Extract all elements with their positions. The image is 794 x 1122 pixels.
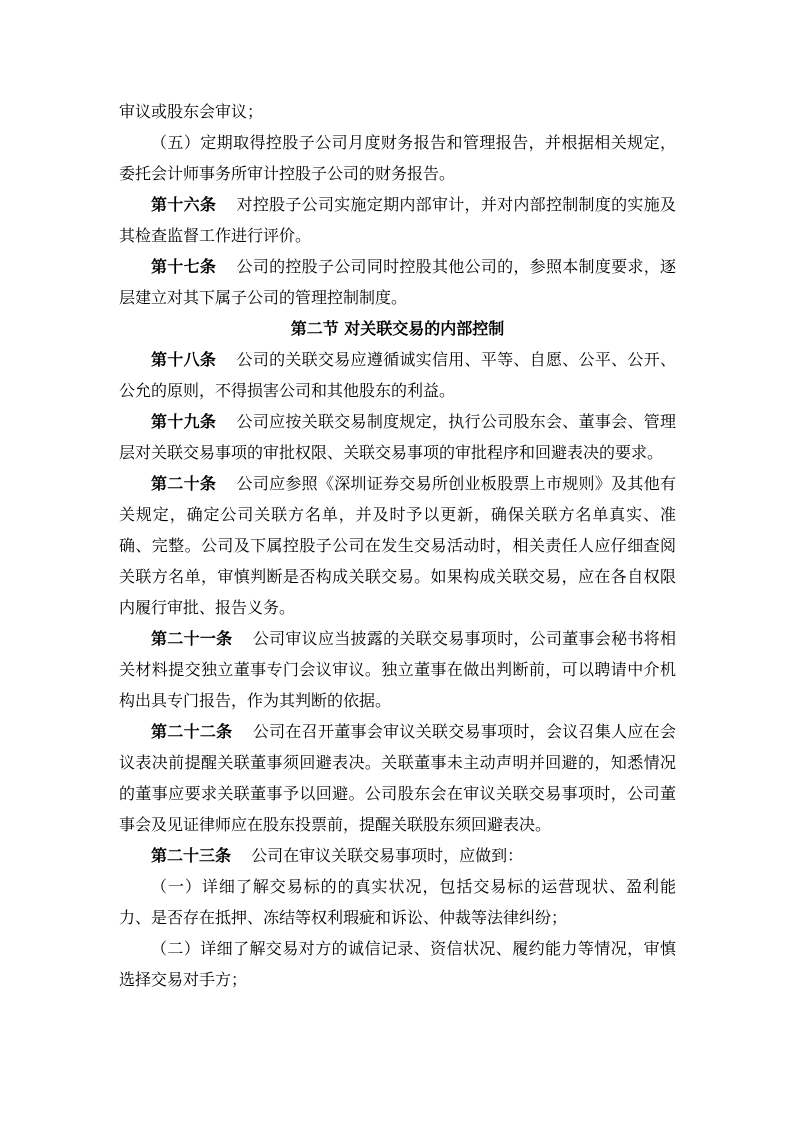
paragraph (119, 623, 676, 716)
paragraph (119, 933, 676, 995)
article-number-label: 第十八条 (151, 350, 217, 369)
paragraph (119, 871, 676, 933)
paragraph-text: 审议或股东会审议； (119, 102, 264, 121)
article-number-label: 第十六条 (151, 195, 217, 214)
section-heading (119, 313, 676, 344)
paragraph-text: 公司的关联交易应遵循诚实信用、平等、自愿、公平、公开、公允的原则，不得损害公司和其他股东的利益。 (119, 350, 676, 400)
paragraph-text: 公司的控股子公司同时控股其他公司的，参照本制度要求，逐层建立对其下属子公司的管理控制制度。 (119, 257, 676, 307)
paragraph (119, 716, 676, 840)
paragraph (119, 189, 676, 251)
paragraph-text: 公司应按关联交易制度规定，执行公司股东会、董事会、管理层对关联交易事项的审批权限、关联交易事项的审批程序和回避表决的要求。 (119, 412, 676, 462)
paragraph-text: （二）详细了解交易对方的诚信记录、资信状况、履约能力等情况，审慎选择交易对手方； (119, 939, 676, 989)
paragraph-text: （五）定期取得控股子公司月度财务报告和管理报告，并根据相关规定，委托会计师事务所审计控股子公司的财务报告。 (119, 133, 676, 183)
paragraph-text: 第二节 对关联交易的内部控制 (290, 319, 505, 338)
article-number-label: 第二十二条 (151, 722, 233, 741)
article-number-label: 第二十条 (151, 474, 217, 493)
paragraph-text: 公司审议应当披露的关联交易事项时，公司董事会秘书将相关材料提交独立董事专门会议审议。独立董事在做出判断前，可以聘请中介机构出具专门报告，作为其判断的依据。 (119, 629, 676, 710)
paragraph (119, 344, 676, 406)
article-number-label: 第二十一条 (151, 629, 233, 648)
paragraph (119, 96, 676, 127)
paragraph-text: 公司应参照《深圳证券交易所创业板股票上市规则》及其他有关规定，确定公司关联方名单，并及时予以更新，确保关联方名单真实、准确、完整。公司及下属控股子公司在发生交易活动时，相关责任人应仔细查阅关联方名单，审慎判断是否构成关联交易。如果构成关联交易，应在各自权限内履行审批、报告义务。 (119, 474, 676, 617)
paragraph-text: 对控股子公司实施定期内部审计，并对内部控制制度的实施及其检查监督工作进行评价。 (119, 195, 676, 245)
article-number-label: 第二十三条 (151, 846, 232, 865)
paragraph-text: 公司在召开董事会审议关联交易事项时，会议召集人应在会议表决前提醒关联董事须回避表决。关联董事未主动声明并回避的，知悉情况的董事应要求关联董事予以回避。公司股东会在审议关联交易事项时，公司董事会及见证律师应在股东投票前，提醒关联股东须回避表决。 (119, 722, 676, 834)
article-number-label: 第十七条 (151, 257, 217, 276)
article-number-label: 第十九条 (151, 412, 217, 431)
paragraph-text: 公司在审议关联交易事项时，应做到： (251, 846, 524, 865)
paragraph (119, 251, 676, 313)
paragraph-text: （一）详细了解交易标的的真实状况，包括交易标的运营现状、盈利能力、是否存在抵押、冻结等权利瑕疵和诉讼、仲裁等法律纠纷； (119, 877, 676, 927)
paragraph (119, 468, 676, 623)
document-body (119, 96, 676, 995)
paragraph (119, 840, 676, 871)
paragraph (119, 406, 676, 468)
paragraph (119, 127, 676, 189)
